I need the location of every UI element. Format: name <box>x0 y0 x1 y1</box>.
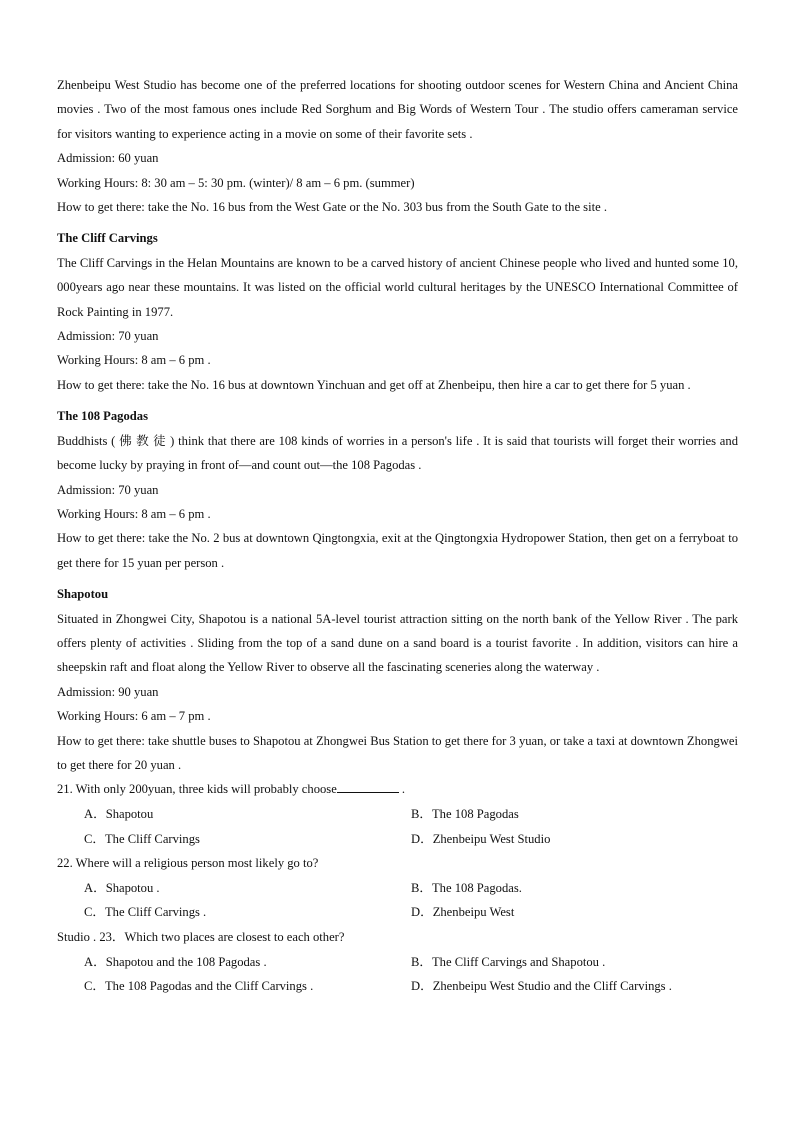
option-b: B．The Cliff Carvings and Shapotou . <box>411 954 606 969</box>
pagodas-description: Buddhists ( 佛 教 徒 ) think that there are 108 kinds of worries in a person's life . It is said that tourists will forget their worries and become lucky by praying in front of—and count out—the 108 Pagodas . <box>57 433 738 473</box>
pagodas-admission: Admission: 70 yuan <box>57 482 159 497</box>
option-c: C．The Cliff Carvings <box>84 831 200 846</box>
question-23-stem: Studio . 23．Which two places are closest to each other? <box>57 929 345 944</box>
studio-admission: Admission: 60 yuan <box>57 151 159 166</box>
section-zhenbeipu-studio <box>57 73 738 219</box>
question-22-options-row-1 <box>57 876 738 901</box>
option-c: C．The Cliff Carvings . <box>84 905 207 920</box>
question-22-stem: 22. Where will a religious person most likely go to? <box>57 856 319 871</box>
pagodas-heading: The 108 Pagodas <box>57 409 148 424</box>
option-a: A．Shapotou and the 108 Pagodas . <box>84 954 267 969</box>
question-22-options-row-2 <box>57 900 738 925</box>
question-21-options-row-2 <box>57 827 738 852</box>
shapotou-heading: Shapotou <box>57 587 109 602</box>
question-23-options-row-2 <box>57 974 738 999</box>
option-a: A．Shapotou <box>84 806 154 821</box>
option-b: B．The 108 Pagodas. <box>411 880 522 895</box>
option-a: A．Shapotou . <box>84 880 160 895</box>
cliff-description: The Cliff Carvings in the Helan Mountains are known to be a carved history of ancient Chinese people who lived and hunted some 10, 000years ago near these mountains. It was listed on the official world cultural heritages by the UNESCO International Committee of Rock Painting in 1977. <box>57 255 738 319</box>
question-21-text: 21. With only 200yuan, three kids will probably choose <box>57 782 337 797</box>
cliff-directions: How to get there: take the No. 16 bus at downtown Yinchuan and get off at Zhenbeipu, then hire a car to get there for 5 yuan . <box>57 377 691 392</box>
shapotou-directions: How to get there: take shuttle buses to Shapotou at Zhongwei Bus Station to get there for 3 yuan, or take a taxi at downtown Zhongwei to get there for 20 yuan . <box>57 733 738 772</box>
section-shapotou <box>57 582 738 777</box>
document-page <box>57 73 738 999</box>
shapotou-admission: Admission: 90 yuan <box>57 684 159 699</box>
shapotou-hours: Working Hours: 6 am – 7 pm . <box>57 709 211 724</box>
section-108-pagodas <box>57 404 738 575</box>
section-cliff-carvings <box>57 226 738 397</box>
studio-directions: How to get there: take the No. 16 bus from the West Gate or the No. 303 bus from the South Gate to the site . <box>57 200 607 215</box>
option-b: B．The 108 Pagodas <box>411 806 519 821</box>
option-d: D．Zhenbeipu West <box>411 905 515 920</box>
option-d: D．Zhenbeipu West Studio <box>411 831 551 846</box>
answer-blank <box>337 782 399 793</box>
question-21-stem <box>57 777 738 802</box>
cliff-hours: Working Hours: 8 am – 6 pm . <box>57 353 211 368</box>
question-23 <box>57 925 738 999</box>
pagodas-hours: Working Hours: 8 am – 6 pm . <box>57 506 211 521</box>
question-21 <box>57 777 738 851</box>
cliff-heading: The Cliff Carvings <box>57 231 158 246</box>
pagodas-directions: How to get there: take the No. 2 bus at downtown Qingtongxia, exit at the Qingtongxia Hydropower Station, then get on a ferryboat to get there for 15 yuan per person . <box>57 531 738 570</box>
cliff-admission: Admission: 70 yuan <box>57 329 159 344</box>
option-d: D．Zhenbeipu West Studio and the Cliff Carvings . <box>411 979 672 994</box>
studio-description: Zhenbeipu West Studio has become one of the preferred locations for shooting outdoor scenes for Western China and Ancient China movies . Two of the most famous ones include Red Sorghum and Big Words of Western Tour . The studio offers cameraman service for visitors wanting to experience acting in a movie on some of their favorite sets . <box>57 78 738 141</box>
question-21-end: . <box>398 782 406 797</box>
option-c: C．The 108 Pagodas and the Cliff Carvings . <box>84 979 314 994</box>
shapotou-description: Situated in Zhongwei City, Shapotou is a national 5A-level tourist attraction sitting on the north bank of the Yellow River . The park offers plenty of activities . Sliding from the top of a sand dune on a sand board is a tourist favorite . In addition, visitors can hire a sheepskin raft and float along the Yellow River to observe all the fascinating sceneries along the waterway . <box>57 611 738 675</box>
studio-hours: Working Hours: 8: 30 am – 5: 30 pm. (winter)/ 8 am – 6 pm. (summer) <box>57 175 415 190</box>
question-21-options-row-1 <box>57 802 738 827</box>
question-23-options-row-1 <box>57 950 738 975</box>
question-22 <box>57 851 738 925</box>
